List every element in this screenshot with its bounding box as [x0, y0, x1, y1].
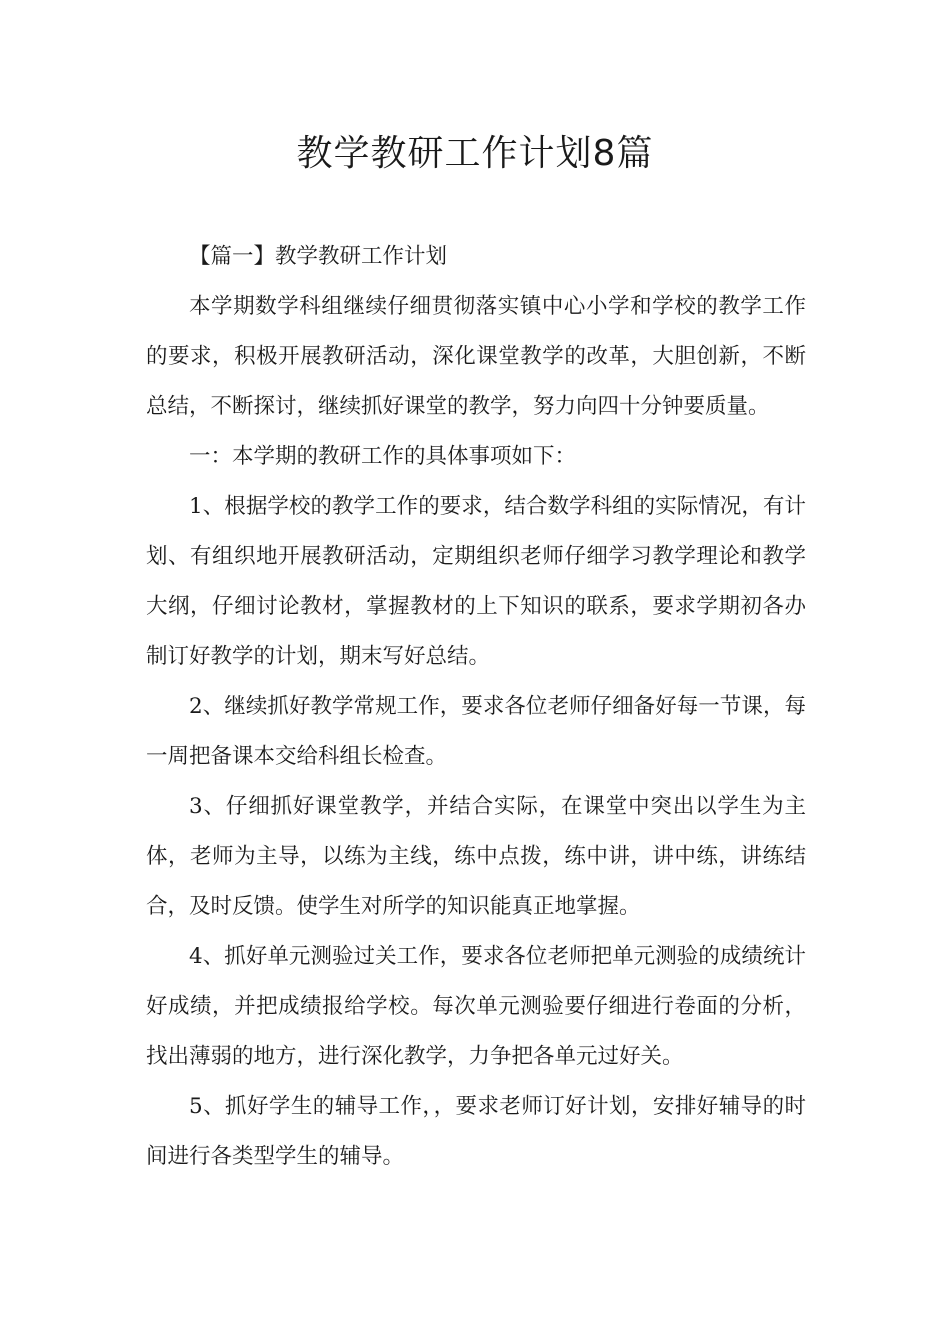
paragraph-item-3: 3、仔细抓好课堂教学，并结合实际，在课堂中突出以学生为主体，老师为主导，以练为主线，练中点拨，练中讲，讲中练，讲练结合，及时反馈。使学生对所学的知识能真正地掌握。	[146, 794, 806, 919]
paragraph-item-5: 5、抓好学生的辅导工作，，要求老师订好计划，安排好辅导的时间进行各类型学生的辅导。	[146, 1094, 806, 1169]
document-body	[146, 232, 806, 1182]
paragraph-item-4: 4、抓好单元测验过关工作，要求各位老师把单元测验的成绩统计好成绩，并把成绩报给学校。每次单元测验要仔细进行卷面的分析，找出薄弱的地方，进行深化教学，力争把各单元过好关。	[146, 944, 806, 1069]
paragraph-item-1: 1、根据学校的教学工作的要求，结合数学科组的实际情况，有计划、有组织地开展教研活动，定期组织老师仔细学习教学理论和教学大纲，仔细讨论教材，掌握教材的上下知识的联系，要求学期初各办制订好教学的计划，期末写好总结。	[146, 494, 806, 669]
document-title: 教学教研工作计划8篇	[296, 133, 654, 174]
section-heading: 【篇一】教学教研工作计划	[189, 244, 448, 269]
paragraph-item-2: 2、继续抓好教学常规工作，要求各位老师仔细备好每一节课，每一周把备课本交给科组长检查。	[146, 694, 806, 769]
paragraph-subheading: 一：本学期的教研工作的具体事项如下：	[189, 444, 577, 469]
paragraph-intro: 本学期数学科组继续仔细贯彻落实镇中心小学和学校的教学工作的要求，积极开展教研活动，深化课堂教学的改革，大胆创新，不断总结，不断探讨，继续抓好课堂的教学，努力向四十分钟要质量。	[146, 294, 806, 419]
